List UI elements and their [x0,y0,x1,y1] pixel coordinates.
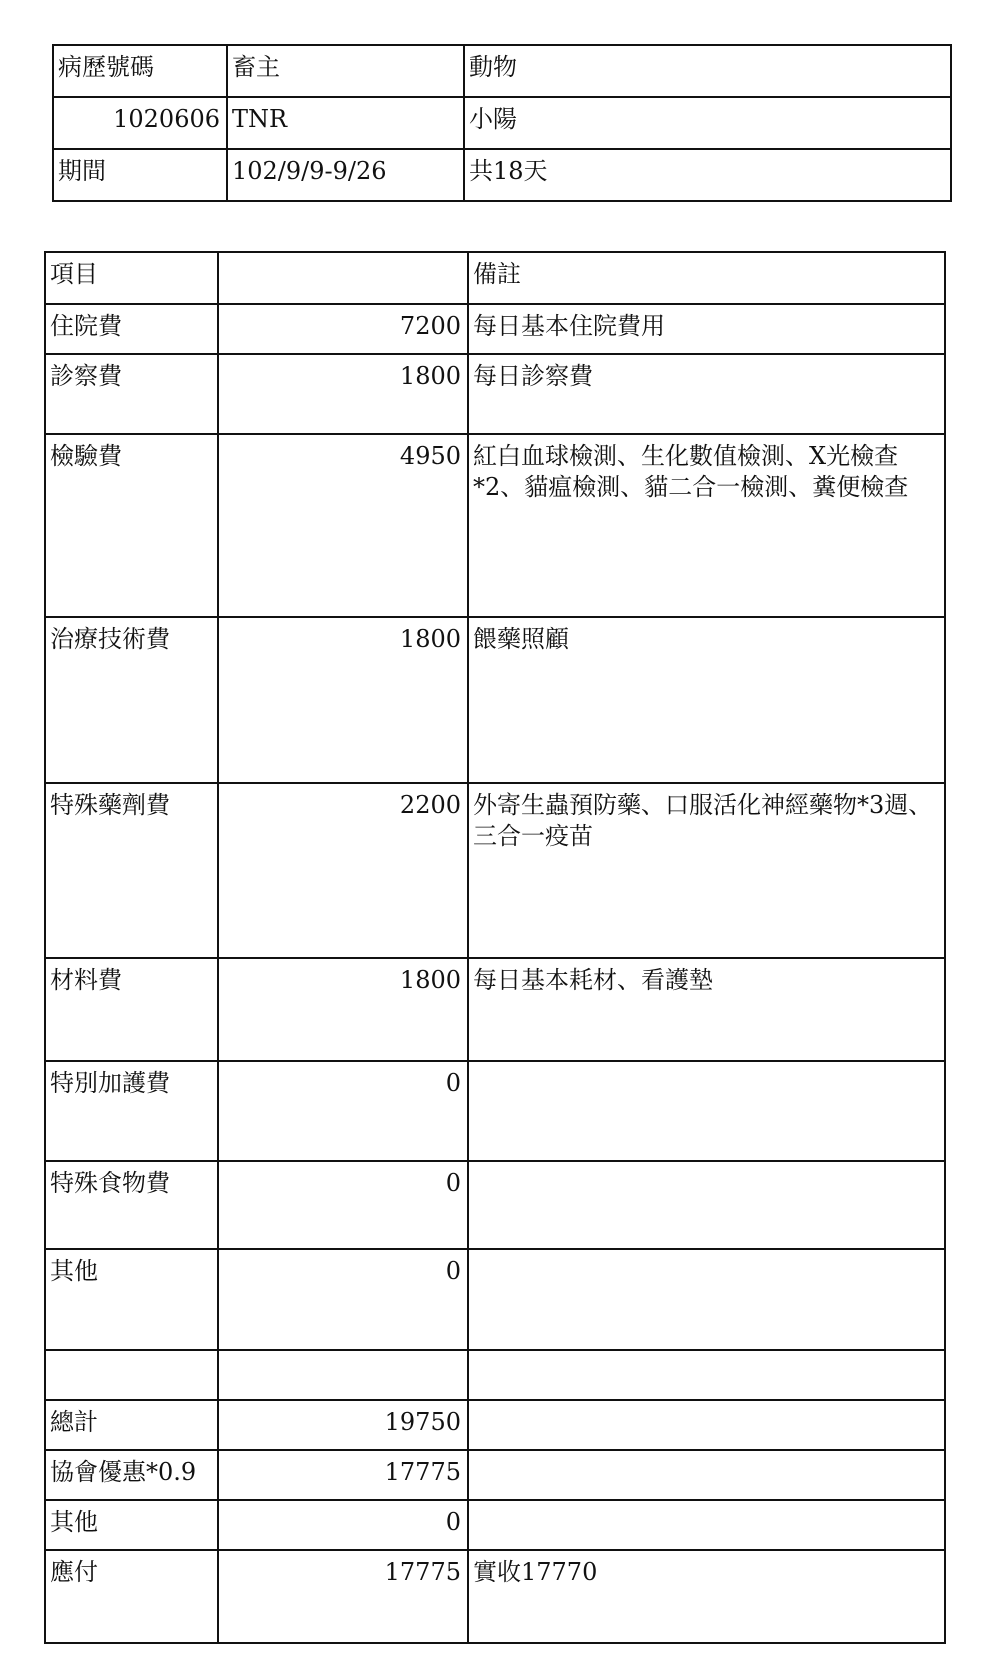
fee-item: 協會優惠*0.9 [45,1450,218,1500]
fee-row [45,617,945,783]
fee-note: 實收17770 [468,1550,945,1643]
period-value: 102/9/9-9/26 [227,149,464,201]
fee-note: 外寄生蟲預防藥、口服活化神經藥物*3週、三合一疫苗 [468,783,945,958]
fee-row [45,1350,945,1400]
discount-row [45,1450,945,1500]
fee-note: 餵藥照顧 [468,617,945,783]
header-note: 備註 [468,252,945,304]
fee-row [45,354,945,434]
days-value: 共18天 [464,149,951,201]
fee-item: 總計 [45,1400,218,1450]
fee-amount: 17775 [218,1450,468,1500]
patient-info-table [52,44,952,202]
fee-amount: 7200 [218,304,468,354]
info-period-row [53,149,951,201]
fee-header-row [45,252,945,304]
fee-note [468,1061,945,1161]
fee-row [45,1061,945,1161]
fee-item: 治療技術費 [45,617,218,783]
fee-amount: 4950 [218,434,468,617]
fee-row [45,304,945,354]
fee-row [45,958,945,1061]
fee-amount: 0 [218,1249,468,1350]
record-no-label: 病歷號碼 [53,45,227,97]
fee-amount: 0 [218,1500,468,1550]
fee-row [45,1500,945,1550]
fee-note: 紅白血球檢測、生化數值檢測、X光檢查*2、貓瘟檢測、貓二合一檢測、糞便檢查 [468,434,945,617]
fee-row [45,783,945,958]
record-no-value: 1020606 [53,97,227,149]
fee-amount [218,1350,468,1400]
fee-item [45,1350,218,1400]
fee-item: 住院費 [45,304,218,354]
fee-amount: 0 [218,1061,468,1161]
fee-row [45,434,945,617]
info-value-row [53,97,951,149]
fee-item: 檢驗費 [45,434,218,617]
fee-amount: 1800 [218,617,468,783]
fee-amount: 0 [218,1161,468,1249]
animal-value: 小陽 [464,97,951,149]
fee-amount: 2200 [218,783,468,958]
fee-amount: 1800 [218,354,468,434]
fee-note [468,1249,945,1350]
fee-item: 其他 [45,1500,218,1550]
fee-item: 診察費 [45,354,218,434]
fee-row [45,1249,945,1350]
fee-note: 每日診察費 [468,354,945,434]
fee-note: 每日基本耗材、看護墊 [468,958,945,1061]
period-label: 期間 [53,149,227,201]
fee-item: 材料費 [45,958,218,1061]
header-item: 項目 [45,252,218,304]
fee-note [468,1161,945,1249]
fee-amount: 19750 [218,1400,468,1450]
header-amount [218,252,468,304]
animal-label: 動物 [464,45,951,97]
fee-note [468,1450,945,1500]
fee-note [468,1350,945,1400]
fee-note: 每日基本住院費用 [468,304,945,354]
fee-item: 特殊食物費 [45,1161,218,1249]
fee-amount: 1800 [218,958,468,1061]
payable-row [45,1550,945,1643]
fee-item: 應付 [45,1550,218,1643]
owner-value: TNR [227,97,464,149]
owner-label: 畜主 [227,45,464,97]
fee-note [468,1500,945,1550]
info-header-row [53,45,951,97]
fee-amount: 17775 [218,1550,468,1643]
fee-item: 特別加護費 [45,1061,218,1161]
fee-note [468,1400,945,1450]
fee-table [44,251,946,1644]
fee-item: 特殊藥劑費 [45,783,218,958]
total-row [45,1400,945,1450]
fee-row [45,1161,945,1249]
fee-item: 其他 [45,1249,218,1350]
